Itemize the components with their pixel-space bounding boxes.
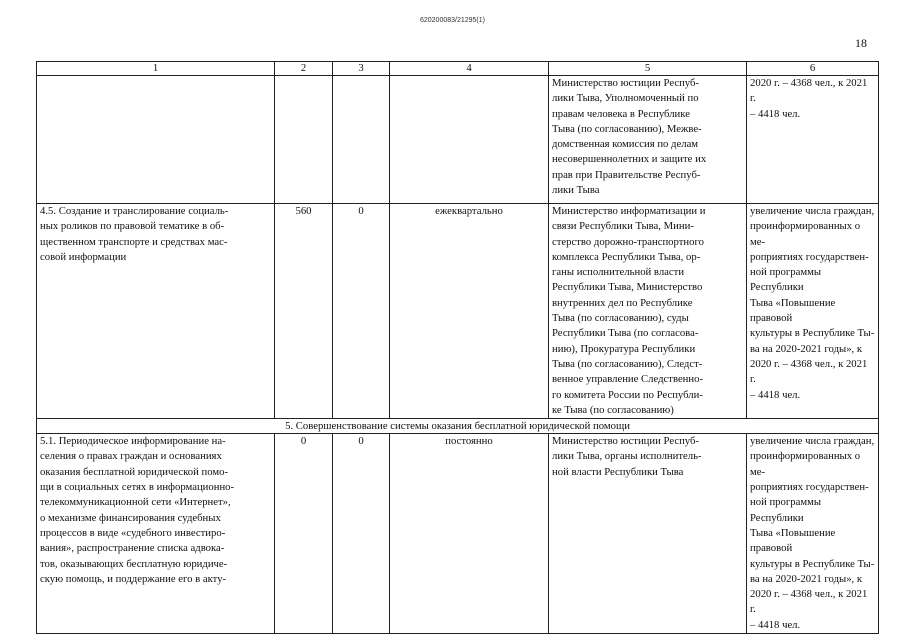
column-number: 1: [37, 62, 275, 76]
amount-cell: 560: [275, 204, 333, 419]
column-number: 3: [333, 62, 390, 76]
executors-cell: Министерство юстиции Респуб- лики Тыва, органы исполнитель- ной власти Республики Тыва: [549, 434, 747, 634]
result-cell: 2020 г. – 4368 чел., к 2021 г. – 4418 чел.: [747, 76, 879, 204]
table-row: [37, 204, 879, 419]
measure-cell: 5.1. Периодическое информирование на- селения о правах граждан и основаниях оказания бесплатной юридической помо- щи в социальных сетях в информационно- телекоммуникационной сети «Интернет», о механизме финансирования судебных процессов в виде «судебного инвестиро- вания», распространение списка адвока- тов, оказывающих бесплатную юридиче- скую помощь, и поддержание его в акту-: [37, 434, 275, 634]
page-number: 18: [855, 36, 867, 50]
amount-cell: 0: [333, 204, 390, 419]
result-cell: увеличение числа граждан, проинформированных о ме- роприятиях государствен- ной программы Республики Тыва «Повышение правовой культуры в Республике Ты- ва на 2020-2021 годы», к 2020 г. – 4368 чел., к 2021 г. – 4418 чел.: [747, 434, 879, 634]
table-row: [37, 76, 879, 204]
column-number: 5: [549, 62, 747, 76]
deadline-cell: ежеквартально: [390, 204, 549, 419]
amount-cell: [333, 76, 390, 204]
measure-cell: 4.5. Создание и транслирование социаль- ных роликов по правовой тематике в об- щественном транспорте и средствах мас- совой информации: [37, 204, 275, 419]
result-cell: увеличение числа граждан, проинформированных о ме- роприятиях государствен- ной программы Республики Тыва «Повышение правовой культуры в Республике Ты- ва на 2020-2021 годы», к 2020 г. – 4368 чел., к 2021 г. – 4418 чел.: [747, 204, 879, 419]
amount-cell: [275, 76, 333, 204]
deadline-cell: постоянно: [390, 434, 549, 634]
table-row: [37, 434, 879, 634]
amount-cell: 0: [275, 434, 333, 634]
column-number: 6: [747, 62, 879, 76]
section-title: 5. Совершенствование системы оказания бесплатной юридической помощи: [37, 419, 879, 434]
column-number: 4: [390, 62, 549, 76]
executors-cell: Министерство юстиции Респуб- лики Тыва, Уполномоченный по правам человека в Республике Тыва (по согласованию), Межве- домственная комиссия по делам несовершеннолетних и защите их прав при Правительстве Респуб- лики Тыва: [549, 76, 747, 204]
document-stamp: 620200083/21295(1): [419, 17, 485, 24]
section-row: [37, 419, 879, 434]
measure-cell: [37, 76, 275, 204]
column-number: 2: [275, 62, 333, 76]
plan-table: [36, 61, 879, 634]
deadline-cell: [390, 76, 549, 204]
amount-cell: 0: [333, 434, 390, 634]
column-number-row: [37, 62, 879, 76]
executors-cell: Министерство информатизации и связи Республики Тыва, Мини- стерство дорожно-транспортного комплекса Республики Тыва, ор- ганы исполнительной власти Республики Тыва, Министерство внутренних дел по Республике Тыва (по согласованию), суды Республики Тыва (по согласова- нию), Прокуратура Республики Тыва (по согласованию), Следст- венное управление Следственно- го комитета России по Республи- ке Тыва (по согласованию): [549, 204, 747, 419]
